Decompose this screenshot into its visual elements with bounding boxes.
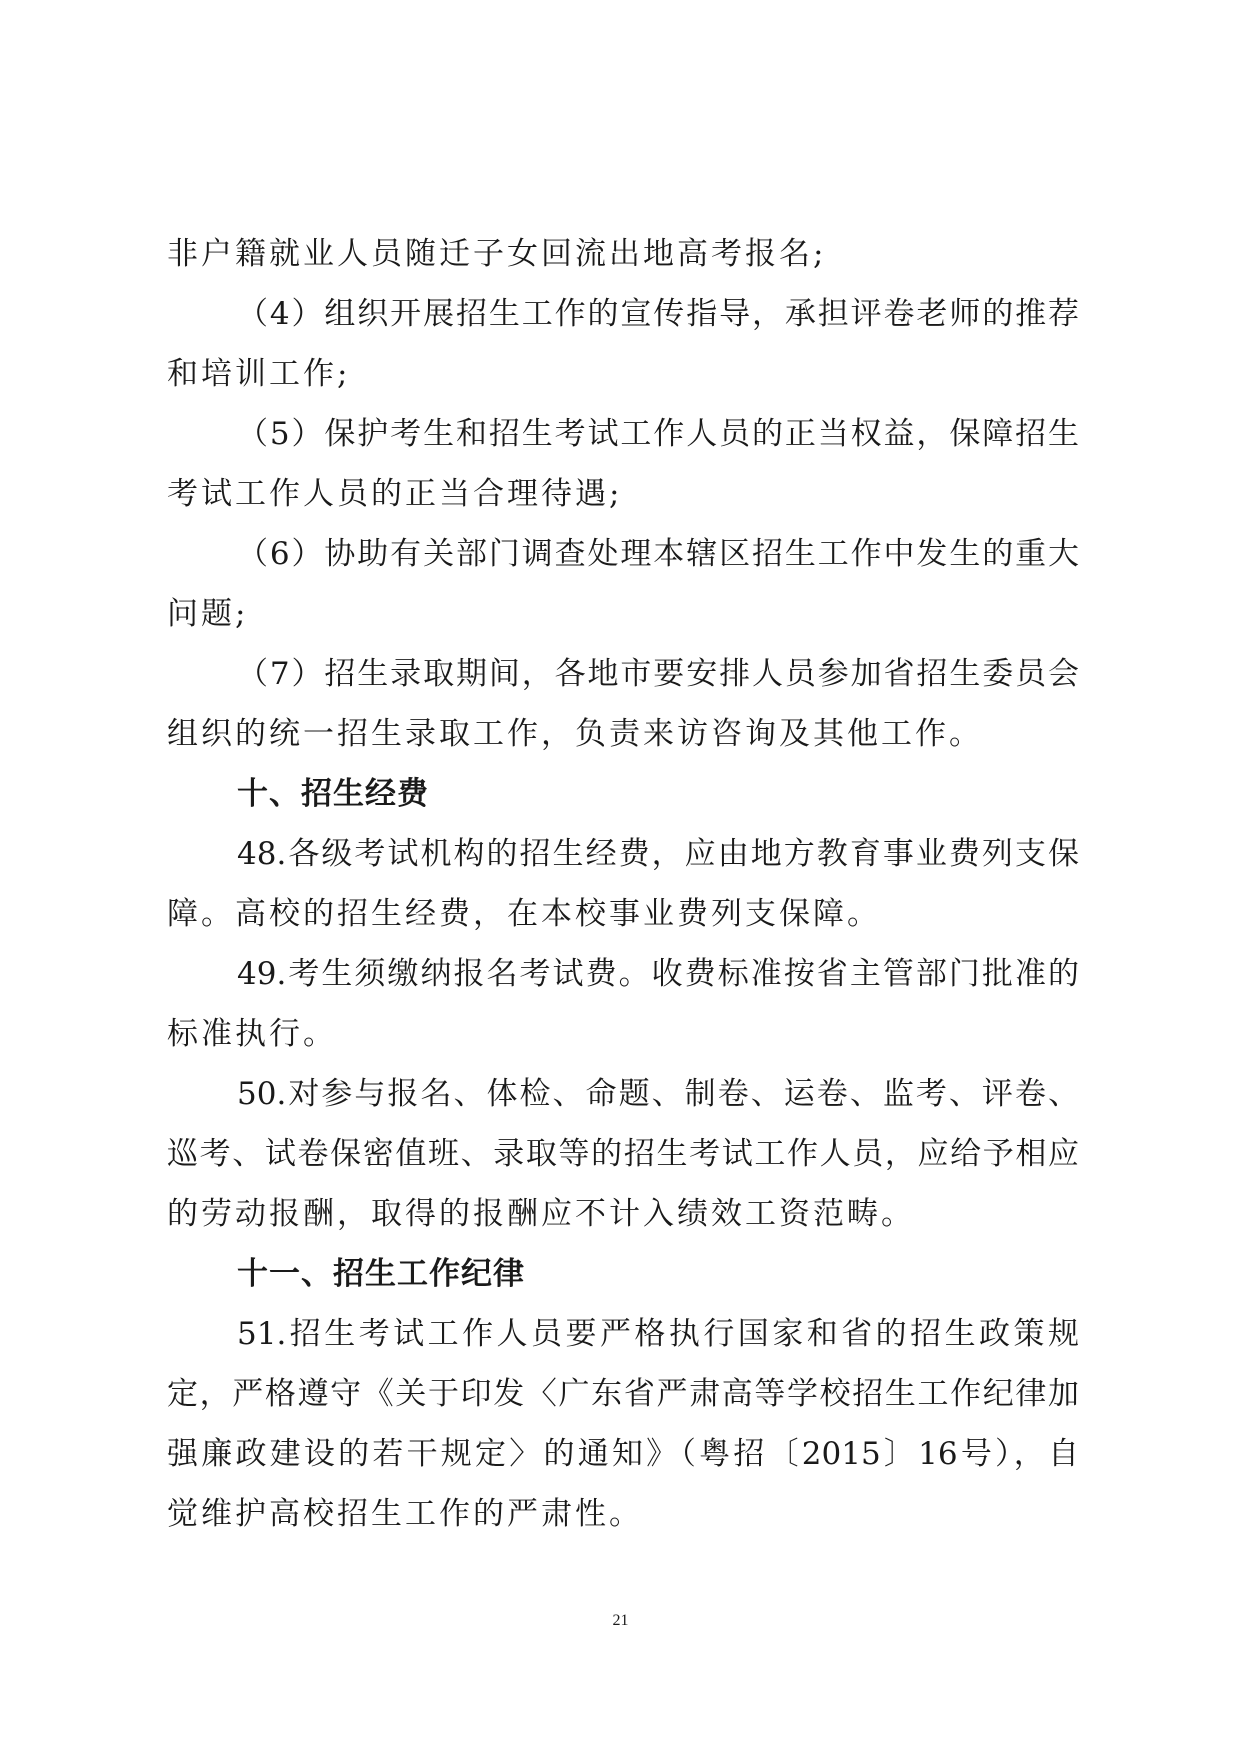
section-heading: 十、招生经费: [237, 776, 429, 812]
paragraph-line: （4）组织开展招生工作的宣传指导，承担评卷老师的推荐: [237, 296, 1079, 332]
paragraph-line: 强廉政建设的若干规定〉的通知》（粤招〔2015〕16号），自: [167, 1436, 1079, 1472]
section-heading: 十一、招生工作纪律: [237, 1256, 525, 1292]
paragraph-line: （5）保护考生和招生考试工作人员的正当权益，保障招生: [237, 416, 1079, 452]
paragraph-line: 非户籍就业人员随迁子女回流出地高考报名;: [167, 236, 827, 272]
paragraph-line: 和培训工作;: [167, 356, 351, 392]
paragraph-line: 巡考、试卷保密值班、录取等的招生考试工作人员，应给予相应: [167, 1136, 1079, 1172]
paragraph-line: 的劳动报酬，取得的报酬应不计入绩效工资范畴。: [167, 1196, 915, 1232]
paragraph-line: 51.招生考试工作人员要严格执行国家和省的招生政策规: [237, 1316, 1079, 1352]
paragraph-line: 50.对参与报名、体检、命题、制卷、运卷、监考、评卷、: [237, 1076, 1079, 1112]
page-number: 21: [612, 1612, 629, 1629]
paragraph-line: 标准执行。: [167, 1016, 337, 1052]
document-body: [167, 224, 1079, 1544]
paragraph-line: 组织的统一招生录取工作，负责来访咨询及其他工作。: [167, 716, 983, 752]
paragraph-line: （7）招生录取期间，各地市要安排人员参加省招生委员会: [237, 656, 1079, 692]
paragraph-line: 49.考生须缴纳报名考试费。收费标准按省主管部门批准的: [237, 956, 1079, 992]
paragraph-line: 问题;: [167, 596, 249, 632]
paragraph-line: 48.各级考试机构的招生经费，应由地方教育事业费列支保: [237, 836, 1079, 872]
paragraph-line: 觉维护高校招生工作的严肃性。: [167, 1496, 643, 1532]
paragraph-line: （6）协助有关部门调查处理本辖区招生工作中发生的重大: [237, 536, 1079, 572]
paragraph-line: 定，严格遵守《关于印发〈广东省严肃高等学校招生工作纪律加: [167, 1376, 1079, 1412]
paragraph-line: 障。高校的招生经费，在本校事业费列支保障。: [167, 896, 881, 932]
paragraph-line: 考试工作人员的正当合理待遇;: [167, 476, 623, 512]
